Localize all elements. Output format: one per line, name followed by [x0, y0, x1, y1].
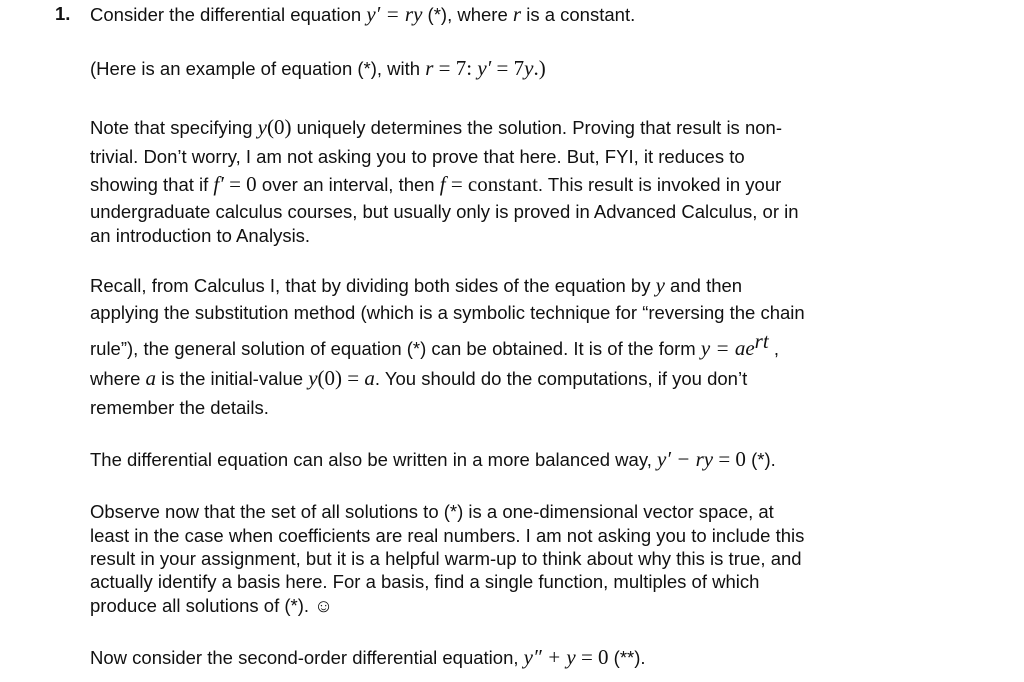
text-line — [90, 646, 646, 669]
text-segment: where — [90, 368, 146, 389]
text-segment: (**). — [608, 647, 646, 668]
text-line — [90, 367, 747, 390]
text-segment: over an interval, then — [256, 174, 440, 195]
math-expression: = 7: — [433, 56, 478, 80]
math-expression: = 0 — [575, 645, 609, 669]
math-expression: f′ — [213, 172, 224, 196]
math-expression: .) — [533, 56, 546, 80]
math-expression: (0) — [266, 115, 292, 139]
text-line — [90, 397, 269, 419]
text-segment: and then — [664, 275, 743, 296]
text-segment: remember the details. — [90, 397, 269, 418]
text-segment: an introduction to Analysis. — [90, 225, 311, 246]
text-line — [90, 225, 310, 247]
text-segment: . You should do the computations, if you don’t — [374, 368, 748, 389]
text-line — [90, 448, 776, 471]
text-line — [90, 274, 742, 297]
math-expression: y — [524, 56, 534, 80]
text-line — [90, 595, 333, 617]
text-segment: Consider the differential equation — [90, 4, 367, 25]
math-expression: y — [308, 366, 318, 390]
text-segment: least in the case when coefficients are real numbers. I am not asking you to include this — [90, 525, 805, 546]
text-segment: . This result is invoked in your — [537, 174, 782, 195]
text-segment: Note that specifying — [90, 117, 258, 138]
math-expression: a — [145, 366, 157, 390]
text-segment: is the initial-value — [156, 368, 309, 389]
math-expression: r — [512, 2, 522, 26]
text-line — [90, 548, 802, 570]
text-segment: uniquely determines the solution. Proving that result is non- — [291, 117, 782, 138]
text-segment: actually identify a basis here. For a basis, find a single function, multiples of which — [90, 571, 760, 592]
text-line — [90, 116, 782, 139]
text-line — [90, 330, 779, 360]
text-line — [90, 571, 759, 593]
math-expression: a — [364, 366, 375, 390]
text-segment: produce all solutions of (*). ☺ — [90, 595, 334, 616]
math-expression: f — [439, 172, 446, 196]
text-segment: (*), where — [422, 4, 513, 25]
text-segment: Now consider the second-order differential equation, — [90, 647, 524, 668]
text-segment: trivial. Don’t worry, I am not asking you to prove that here. But, FYI, it reduces to — [90, 146, 745, 167]
math-expression: rt — [754, 329, 769, 353]
math-expression: y′ = ry — [366, 2, 423, 26]
text-line — [90, 525, 804, 547]
text-segment: showing that if — [90, 174, 214, 195]
text-segment: undergraduate calculus courses, but usually only is proved in Advanced Calculus, or in — [90, 201, 799, 222]
math-expression: = 7 — [491, 56, 525, 80]
problem-number: 1. — [55, 3, 71, 24]
text-segment: rule”), the general solution of equation (*) can be obtained. It is of the form — [90, 338, 701, 360]
math-expression: y — [655, 273, 665, 297]
math-expression: y — [257, 115, 267, 139]
text-segment: (*). — [745, 449, 776, 470]
text-line — [90, 57, 546, 80]
math-expression: r — [425, 56, 434, 80]
math-expression: y′ − ry — [657, 447, 714, 471]
text-segment: Observe now that the set of all solutions to (*) is a one-dimensional vector space, at — [90, 501, 774, 522]
math-expression: = 0 — [223, 172, 257, 196]
math-expression: y′ — [477, 56, 492, 80]
text-segment: is a constant. — [521, 4, 636, 25]
text-segment: , — [768, 338, 779, 360]
text-line — [90, 173, 781, 196]
text-segment: (Here is an example of equation (*), with — [90, 58, 426, 79]
math-expression: = constant — [445, 172, 538, 196]
text-line — [90, 302, 805, 324]
text-line — [90, 501, 774, 523]
math-expression: y″ + y — [523, 645, 576, 669]
text-segment: applying the substitution method (which is a symbolic technique for “reversing the chain — [90, 302, 805, 323]
text-segment: Recall, from Calculus I, that by dividing both sides of the equation by — [90, 275, 656, 296]
text-segment: The differential equation can also be written in a more balanced way, — [90, 449, 657, 470]
math-expression: y = ae — [700, 336, 755, 361]
text-segment: result in your assignment, but it is a helpful warm-up to think about why this is true, and — [90, 548, 802, 569]
math-expression: = 0 — [713, 447, 746, 471]
text-line — [90, 3, 635, 26]
math-expression: (0) = — [317, 366, 365, 390]
text-line — [90, 146, 745, 168]
text-line — [90, 201, 799, 223]
